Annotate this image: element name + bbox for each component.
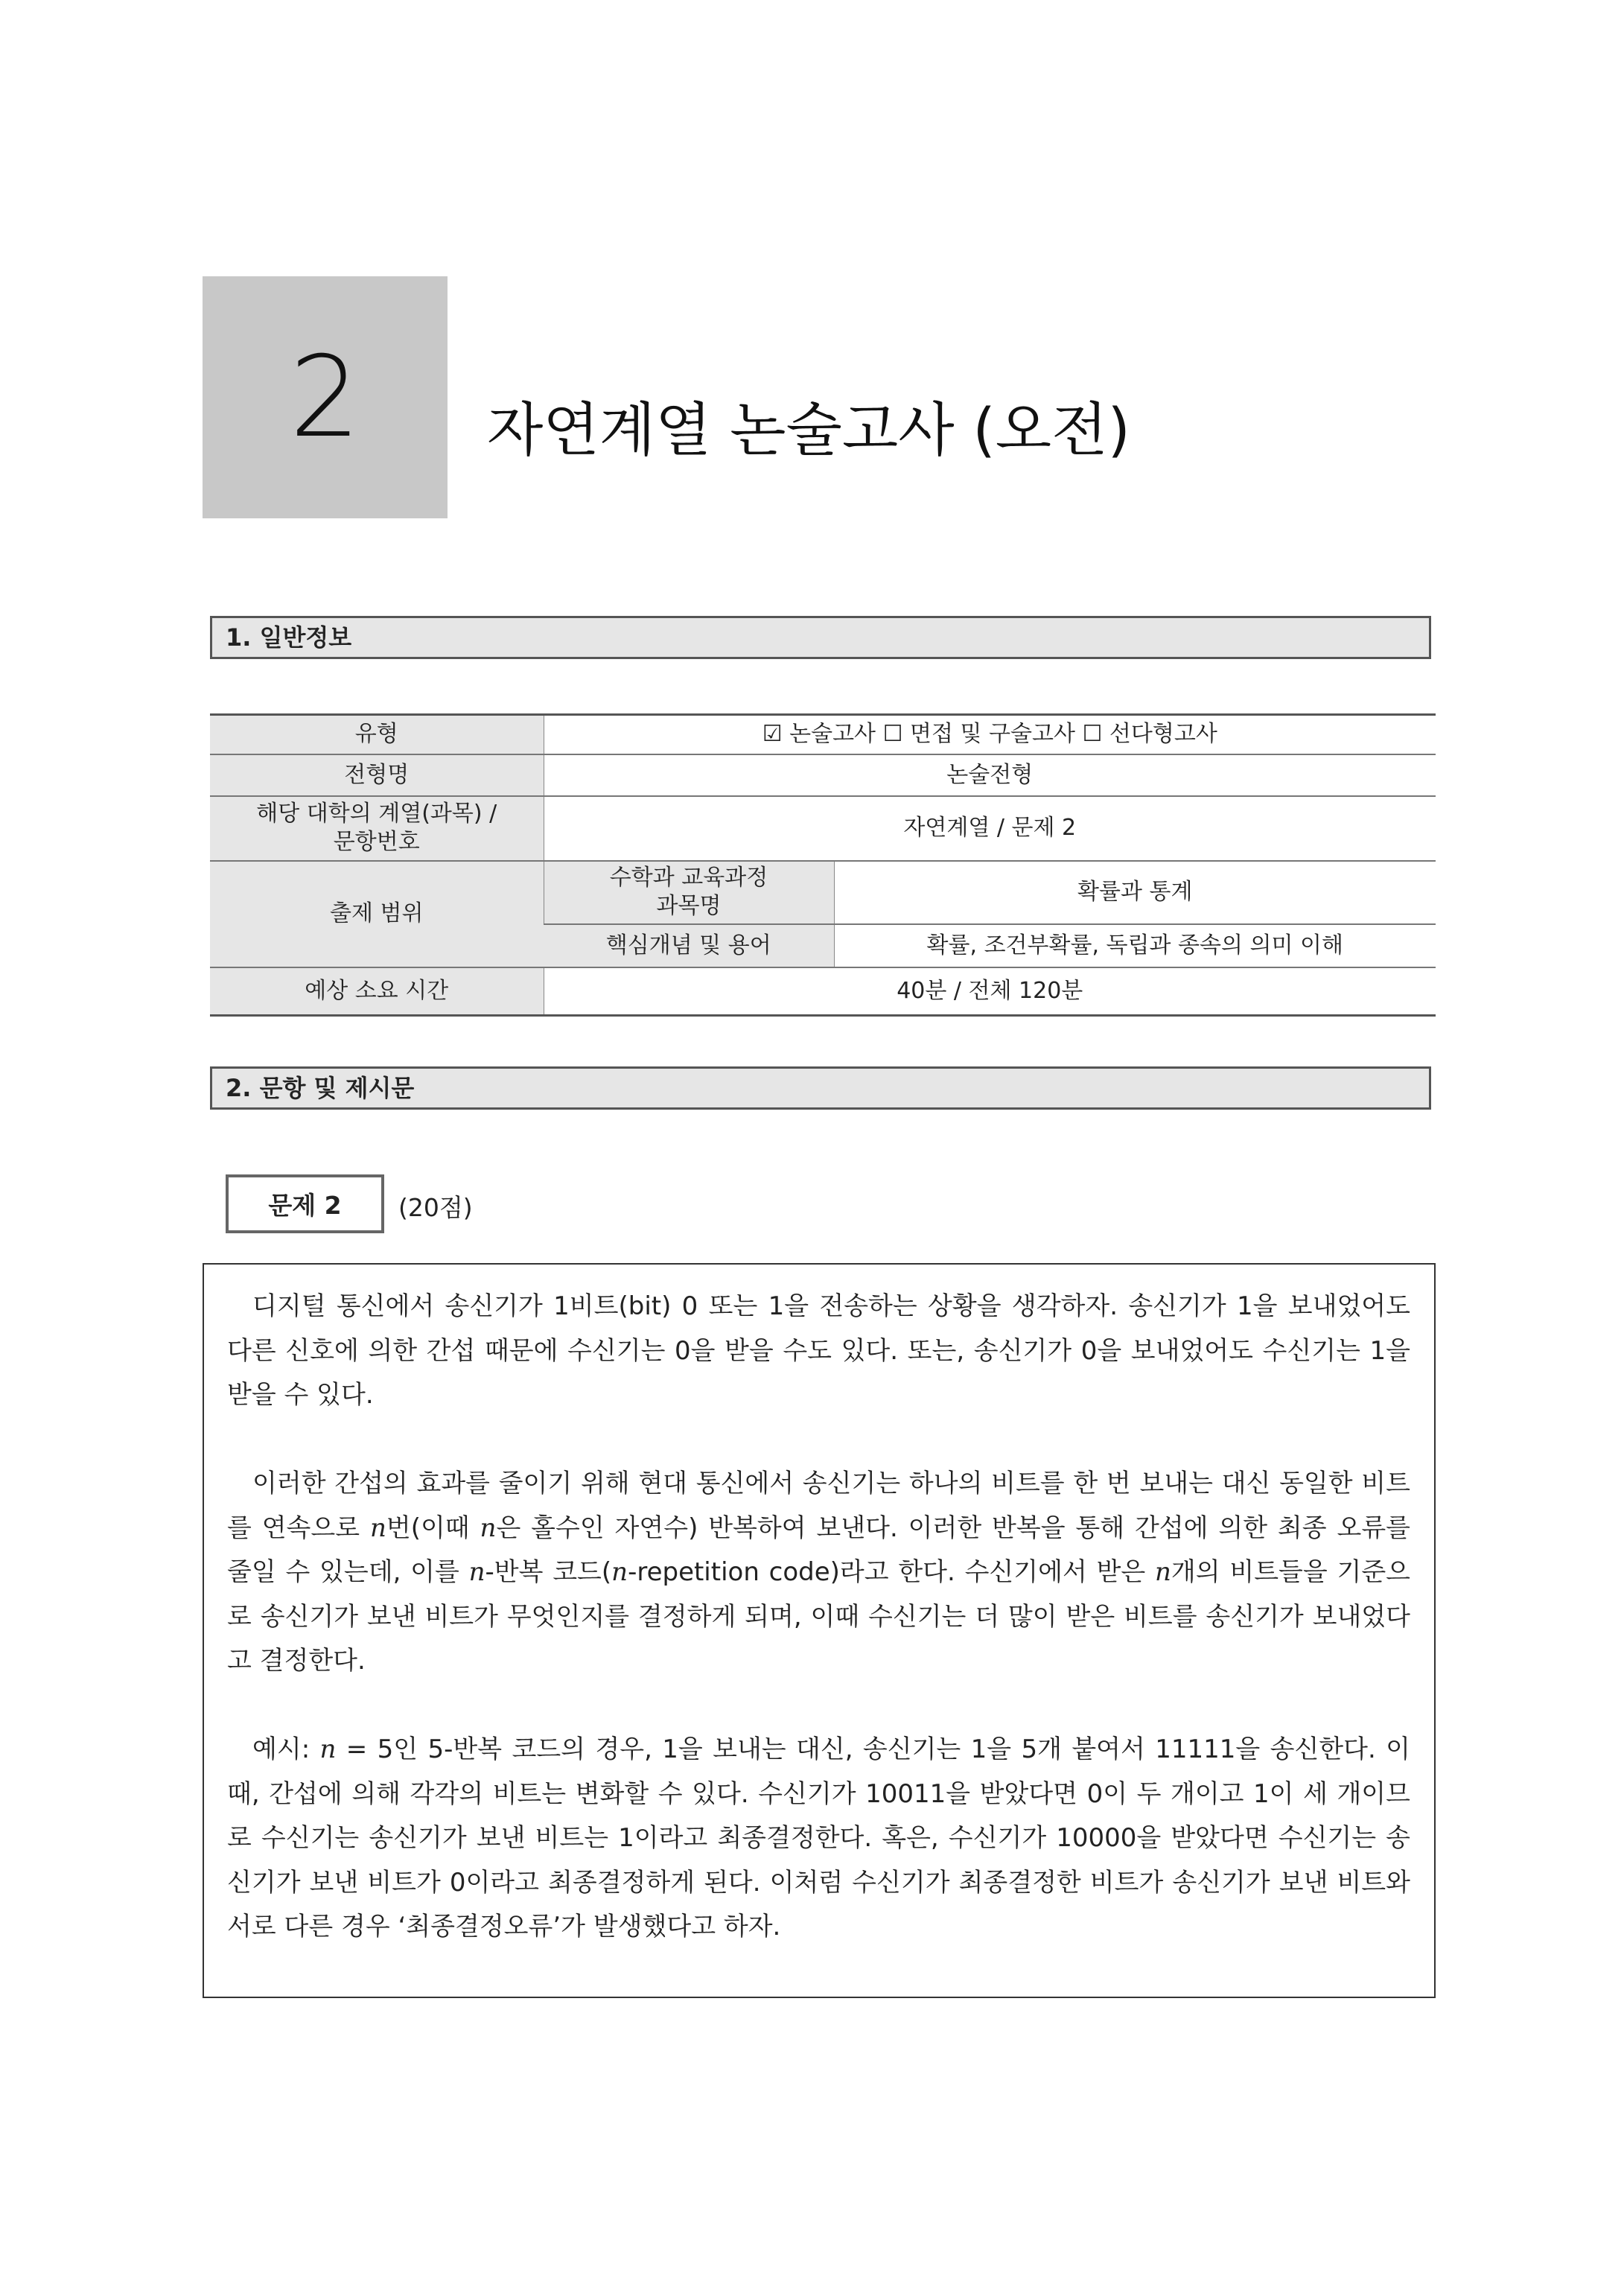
field-label (210, 796, 544, 861)
section-header-general-info: 1. 일반정보 (210, 616, 1431, 659)
math-variable: n (480, 1513, 497, 1543)
course-label-line1: 수학과 교육과정 (609, 865, 768, 891)
question-points: (20점) (398, 1193, 473, 1222)
course-label (544, 861, 834, 924)
passage-text: -repetition code)라고 한다. 수신기에서 받은 (628, 1557, 1155, 1587)
field-label-line1: 해당 대학의 계열(과목) / (256, 801, 497, 827)
passage-text: 개의 비트들을 기준으로 송신기가 보낸 비트가 무엇인지를 결정하게 되며, 이때 수신기는 더 많이 받은 비트를 송신기가 보내었다고 결정한다. (227, 1557, 1411, 1676)
question-label-box (226, 1174, 384, 1233)
passage-text: 예시: (252, 1734, 320, 1764)
course-label-line2: 과목명 (656, 893, 722, 919)
time-value: 40분 / 전체 120분 (544, 967, 1436, 1016)
chapter-title: 자연계열 논술고사 (오전) (487, 397, 1130, 464)
passage-paragraph (227, 1728, 1410, 1950)
table-row (210, 715, 1436, 754)
concept-value: 확률, 조건부확률, 독립과 종속의 의미 이해 (834, 924, 1436, 967)
math-variable: n (611, 1557, 628, 1587)
table-row (210, 796, 1436, 861)
table-row (210, 754, 1436, 796)
math-variable: n (468, 1557, 485, 1587)
field-value: 자연계열 / 문제 2 (544, 796, 1436, 861)
passage-text: = 5인 5-반복 코드의 경우, 1을 보내는 대신, 송신기는 1을 5개 붙여서 11111을 송신한다. 이때, 간섭에 의해 각각의 비트는 변화할 수 있다. 수신기가 10011을 받았다면 0이 두 개이고 1이 세 개이므로 수신기는 송신기가 보낸 비트는 1이라고 최종결정한다. 혹은, 수신기가 10000을 받았다면 수신기는 송신기가 보낸 비트가 0이라고 최종결정하게 된다. 이처럼 수신기가 최종결정한 비트가 송신기가 보낸 비트와 서로 다른 경우 ‘최종결정오류’가 발생했다고 하자. (227, 1734, 1411, 1942)
type-value: ☑ 논술고사 ☐ 면접 및 구술고사 ☐ 선다형고사 (544, 715, 1436, 754)
general-info-table (210, 713, 1436, 1017)
scope-label: 출제 범위 (210, 861, 544, 967)
passage-text: 번(이때 (386, 1513, 480, 1543)
table-row (210, 861, 1436, 924)
passage-text: 이러한 간섭의 효과를 줄이기 위해 현대 통신에서 송신기는 하나의 비트를 한 번 보내는 대신 동일한 비트를 연속으로 (227, 1469, 1410, 1543)
field-label-line2: 문항번호 (333, 829, 420, 855)
passage-paragraph (227, 1285, 1410, 1418)
math-variable: n (319, 1734, 337, 1764)
passage-text: 은 홀수인 자연수) 반복하여 보낸다. 이러한 반복을 통해 간섭에 의한 최종 오류를 줄일 수 있는데, 이를 (227, 1513, 1411, 1587)
chapter-number: 2 (289, 332, 361, 462)
math-variable: n (369, 1513, 386, 1543)
concept-label: 핵심개념 및 용어 (544, 924, 834, 967)
admission-value: 논술전형 (544, 754, 1436, 796)
course-value: 확률과 통계 (834, 861, 1436, 924)
section-header-questions: 2. 문항 및 제시문 (210, 1066, 1431, 1110)
admission-label: 전형명 (210, 754, 544, 796)
passage-paragraph (227, 1462, 1410, 1684)
chapter-number-box (203, 276, 448, 518)
table-row (210, 967, 1436, 1016)
passage-text: -반복 코드( (485, 1557, 612, 1587)
passage-box (203, 1263, 1436, 1998)
math-variable: n (1155, 1557, 1171, 1587)
passage-text: 디지털 통신에서 송신기가 1비트(bit) 0 또는 1을 전송하는 상황을 생각하자. 송신기가 1을 보내었어도 다른 신호에 의한 간섭 때문에 수신기는 0을 받을 수도 있다. 또는, 송신기가 0을 보내었어도 수신기는 1을 받을 수 있다. (227, 1291, 1410, 1410)
time-label: 예상 소요 시간 (210, 967, 544, 1016)
question-label: 문제 2 (268, 1191, 342, 1220)
type-label: 유형 (210, 715, 544, 754)
